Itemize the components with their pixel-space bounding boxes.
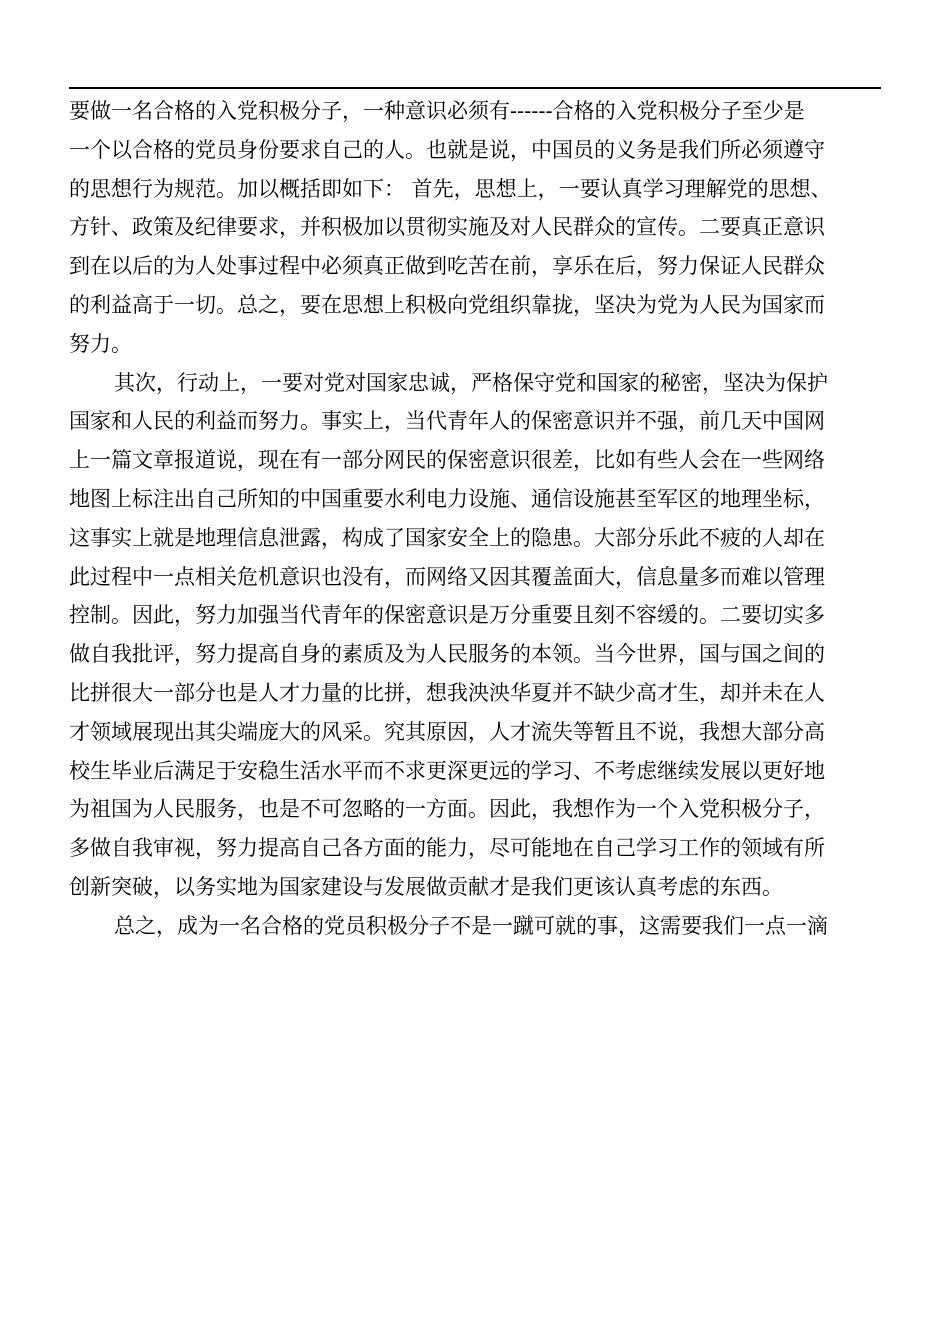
text-line: 其次，行动上，一要对党对国家忠诚，严格保守党和国家的秘密，坚决为保护 [114,370,828,395]
text-line: 方针、政策及纪律要求，并积极加以贯彻实施及对人民群众的宣传。二要真正意识 [69,215,825,240]
text-line: 总之，成为一名合格的党员积极分子不是一蹴可就的事，这需要我们一点一滴 [114,913,828,938]
text-line: 此过程中一点相关危机意识也没有，而网络又因其覆盖面大，信息量多而难以管理 [69,564,825,589]
text-line: 上一篇文章报道说，现在有一部分网民的保密意识很差，比如有些人会在一些网络 [69,448,825,473]
paragraph-thought [69,92,885,364]
header-rule [69,87,881,89]
text-line: 国家和人民的利益而努力。事实上，当代青年人的保密意识并不强，前几天中国网 [69,409,825,434]
text-line: 要做一名合格的入党积极分子，一种意识必须有------合格的入党积极分子至少是 [69,99,805,123]
text-line: 地图上标注出自己所知的中国重要水利电力设施、通信设施甚至军区的地理坐标， [69,486,825,511]
paragraph-action [69,364,885,907]
document-body [69,92,885,946]
text-line: 控制。因此，努力加强当代青年的保密意识是万分重要且刻不容缓的。二要切实多 [69,603,825,628]
text-line: 这事实上就是地理信息泄露，构成了国家安全上的隐患。大部分乐此不疲的人却在 [69,525,825,550]
text-line: 校生毕业后满足于安稳生活水平而不求更深更远的学习、不考虑继续发展以更好地 [69,758,825,783]
text-line: 的利益高于一切。总之，要在思想上积极向党组织靠拢，坚决为党为人民为国家而 [69,292,825,317]
text-line: 的思想行为规范。加以概括即如下： 首先，思想上，一要认真学习理解党的思想、 [69,176,832,201]
text-line: 为祖国为人民服务，也是不可忽略的一方面。因此，我想作为一个入党积极分子， [69,797,825,822]
text-line: 多做自我审视，努力提高自己各方面的能力，尽可能地在自己学习工作的领域有所 [69,836,825,861]
text-line: 一个以合格的党员身份要求自己的人。也就是说，中国员的义务是我们所必须遵守 [69,137,825,162]
paragraph-conclusion [69,907,885,946]
text-line: 努力。 [69,331,132,356]
text-line: 做自我批评，努力提高自身的素质及为人民服务的本领。当今世界，国与国之间的 [69,642,825,667]
text-line: 比拼很大一部分也是人才力量的比拼，想我泱泱华夏并不缺少高才生，却并未在人 [69,680,825,705]
text-line: 才领域展现出其尖端庞大的风采。究其原因，人才流失等暂且不说，我想大部分高 [69,719,825,744]
text-line: 创新突破，以务实地为国家建设与发展做贡献才是我们更该认真考虑的东西。 [69,874,783,899]
text-line: 到在以后的为人处事过程中必须真正做到吃苦在前，享乐在后，努力保证人民群众 [69,254,825,279]
